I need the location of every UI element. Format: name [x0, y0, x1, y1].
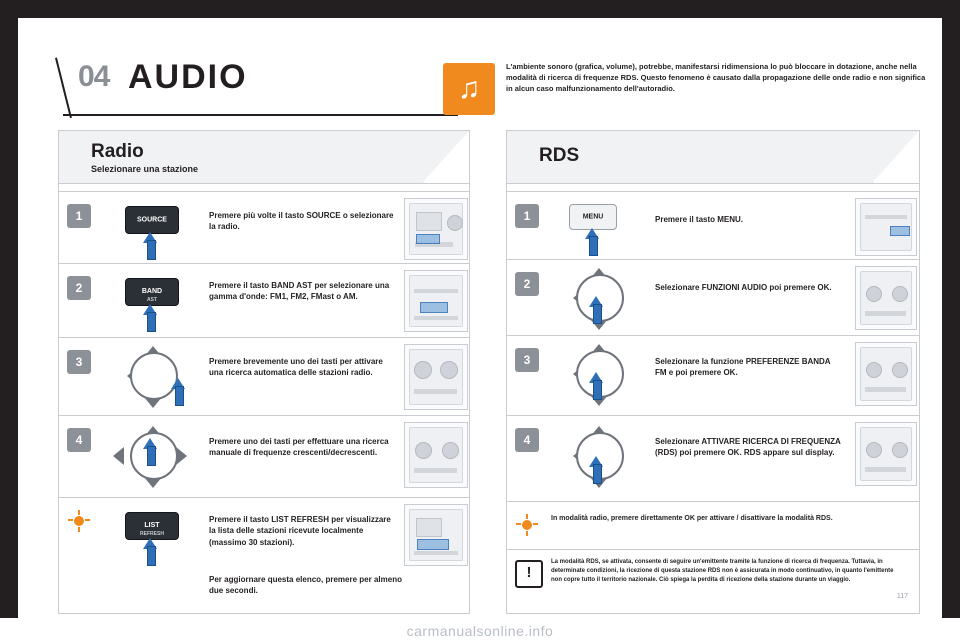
watermark-bar: [0, 618, 960, 640]
cursor-hand-icon: [589, 296, 604, 322]
list-button-sublabel: REFRESH: [140, 531, 164, 537]
cursor-hand-icon: [143, 232, 158, 258]
rds-step-1: [507, 191, 919, 260]
step-number: 1: [515, 204, 539, 228]
watermark-text: carmanualsonline.info: [406, 623, 554, 639]
cursor-hand-icon: [143, 438, 158, 464]
radio-panel-subtitle: Selezionare una stazione: [91, 164, 199, 174]
step-text: Premere il tasto BAND AST per selezionare una gamma d'onde: FM1, FM2, FMast o AM.: [209, 281, 390, 302]
step-number: 4: [515, 428, 539, 452]
rds-step-4: [507, 415, 919, 502]
step-number: 3: [515, 348, 539, 372]
intro-paragraph: L'ambiente sonoro (grafica, volume), potrebbe, manifestarsi ridimensiona lo può bloccare in dotazione, anche nella modalità di ricerca di frequenze RDS. Questo fenomeno è causato dalla propagazione delle onde radio e non significa in alcun caso malfunzionamento dell'autoradio.: [506, 62, 926, 93]
cursor-hand-icon: [143, 304, 158, 330]
radio-face-thumb: [404, 198, 468, 260]
tip-sun-icon: [68, 510, 90, 532]
list-button-label: LIST: [144, 522, 160, 529]
rds-panel-header: [507, 131, 919, 184]
radio-step-5: [59, 497, 469, 612]
radio-face-thumb: [404, 344, 468, 410]
step-text: Selezionare ATTIVARE RICERCA DI FREQUENZA (RDS) poi premere OK. RDS appare sul display.: [655, 437, 841, 458]
source-button[interactable]: [125, 206, 179, 234]
radio-panel-title: Radio: [91, 141, 144, 162]
step-number: 4: [67, 428, 91, 452]
radio-face-thumb: [404, 270, 468, 332]
tip-sun-icon: [516, 514, 538, 536]
cursor-hand-icon: [589, 456, 604, 482]
audio-speaker-icon: ♫: [443, 63, 495, 115]
step-number: 1: [67, 204, 91, 228]
header-diagonal-rule: [55, 58, 72, 119]
step-number: 2: [515, 272, 539, 296]
page-border-left: [0, 0, 18, 640]
source-button-label: SOURCE: [137, 216, 167, 224]
rds-tip: [507, 501, 919, 550]
chapter-number: 04: [78, 60, 110, 93]
header-corner-cut: [422, 131, 469, 183]
radio-face-thumb: [855, 198, 917, 256]
rds-step-3: [507, 335, 919, 416]
cursor-hand-icon: [171, 378, 186, 404]
radio-step-1: [59, 191, 469, 264]
rds-panel-title: RDS: [539, 145, 580, 166]
rds-warning: [507, 549, 919, 612]
radio-face-thumb: [404, 504, 468, 566]
page-content: [18, 18, 942, 622]
step-text: Premere il tasto MENU.: [655, 215, 744, 224]
step-text: Premere più volte il tasto SOURCE o selezionare la radio.: [209, 211, 394, 232]
chapter-title: AUDIO: [128, 58, 248, 96]
header-corner-cut: [872, 131, 919, 183]
cursor-hand-icon: [143, 538, 158, 564]
radio-face-thumb: [855, 266, 917, 330]
radio-panel-header: [59, 131, 469, 184]
step-text: Premere uno dei tasti per effettuare una ricerca manuale di frequenze crescenti/decrescenti.: [209, 437, 389, 458]
radio-step-3: [59, 337, 469, 416]
radio-face-thumb: [855, 342, 917, 406]
cursor-hand-icon: [589, 372, 604, 398]
step-number: 3: [67, 350, 91, 374]
cursor-hand-icon: [585, 228, 600, 254]
list-refresh-button[interactable]: [125, 512, 179, 540]
step-text: Premere brevemente uno dei tasti per attivare una ricerca automatica delle stazioni radio.: [209, 357, 383, 378]
page-border-top: [0, 0, 960, 18]
warning-icon: !: [515, 560, 543, 588]
radio-face-thumb: [404, 422, 468, 488]
band-ast-button[interactable]: [125, 278, 179, 306]
band-button-label: BAND: [141, 288, 163, 295]
radio-face-thumb: [855, 422, 917, 486]
step-text: Selezionare la funzione PREFERENZE BANDA FM e poi premere OK.: [655, 357, 831, 378]
band-button-sublabel: AST: [147, 297, 157, 303]
step-text-extra: Per aggiornare questa elenco, premere per almeno due secondi.: [209, 575, 402, 596]
step-text: Premere il tasto LIST REFRESH per visualizzare la lista delle stazioni ricevute localmente (massimo 30 stazioni).: [209, 515, 391, 547]
rds-tip-text: In modalità radio, premere direttamente OK per attivare / disattivare la modalità RDS.: [551, 515, 833, 522]
step-number: 2: [67, 276, 91, 300]
radio-panel: [58, 130, 470, 614]
menu-button-label: MENU: [582, 213, 604, 221]
header-rule: [63, 114, 458, 116]
rds-panel: [506, 130, 920, 614]
page-border-right: [942, 0, 960, 640]
radio-step-4: [59, 415, 469, 498]
step-text: Selezionare FUNZIONI AUDIO poi premere OK.: [655, 283, 832, 292]
page-number: 117: [896, 593, 908, 600]
radio-step-2: [59, 263, 469, 338]
rds-step-2: [507, 259, 919, 336]
rds-warning-text: La modalità RDS, se attivata, consente di seguire un'emittente tramite la funzione di ricerca di frequenza. Tuttavia, in determinate condizioni, la ricezione di questa stazione RDS non è assicurata in modo continuativo, in quanto l'emittente non copre tutto il territorio nazionale. Ciò spiega la perdita di ricezione della stazione durante un viaggio.: [551, 559, 894, 583]
menu-button[interactable]: [569, 204, 617, 230]
